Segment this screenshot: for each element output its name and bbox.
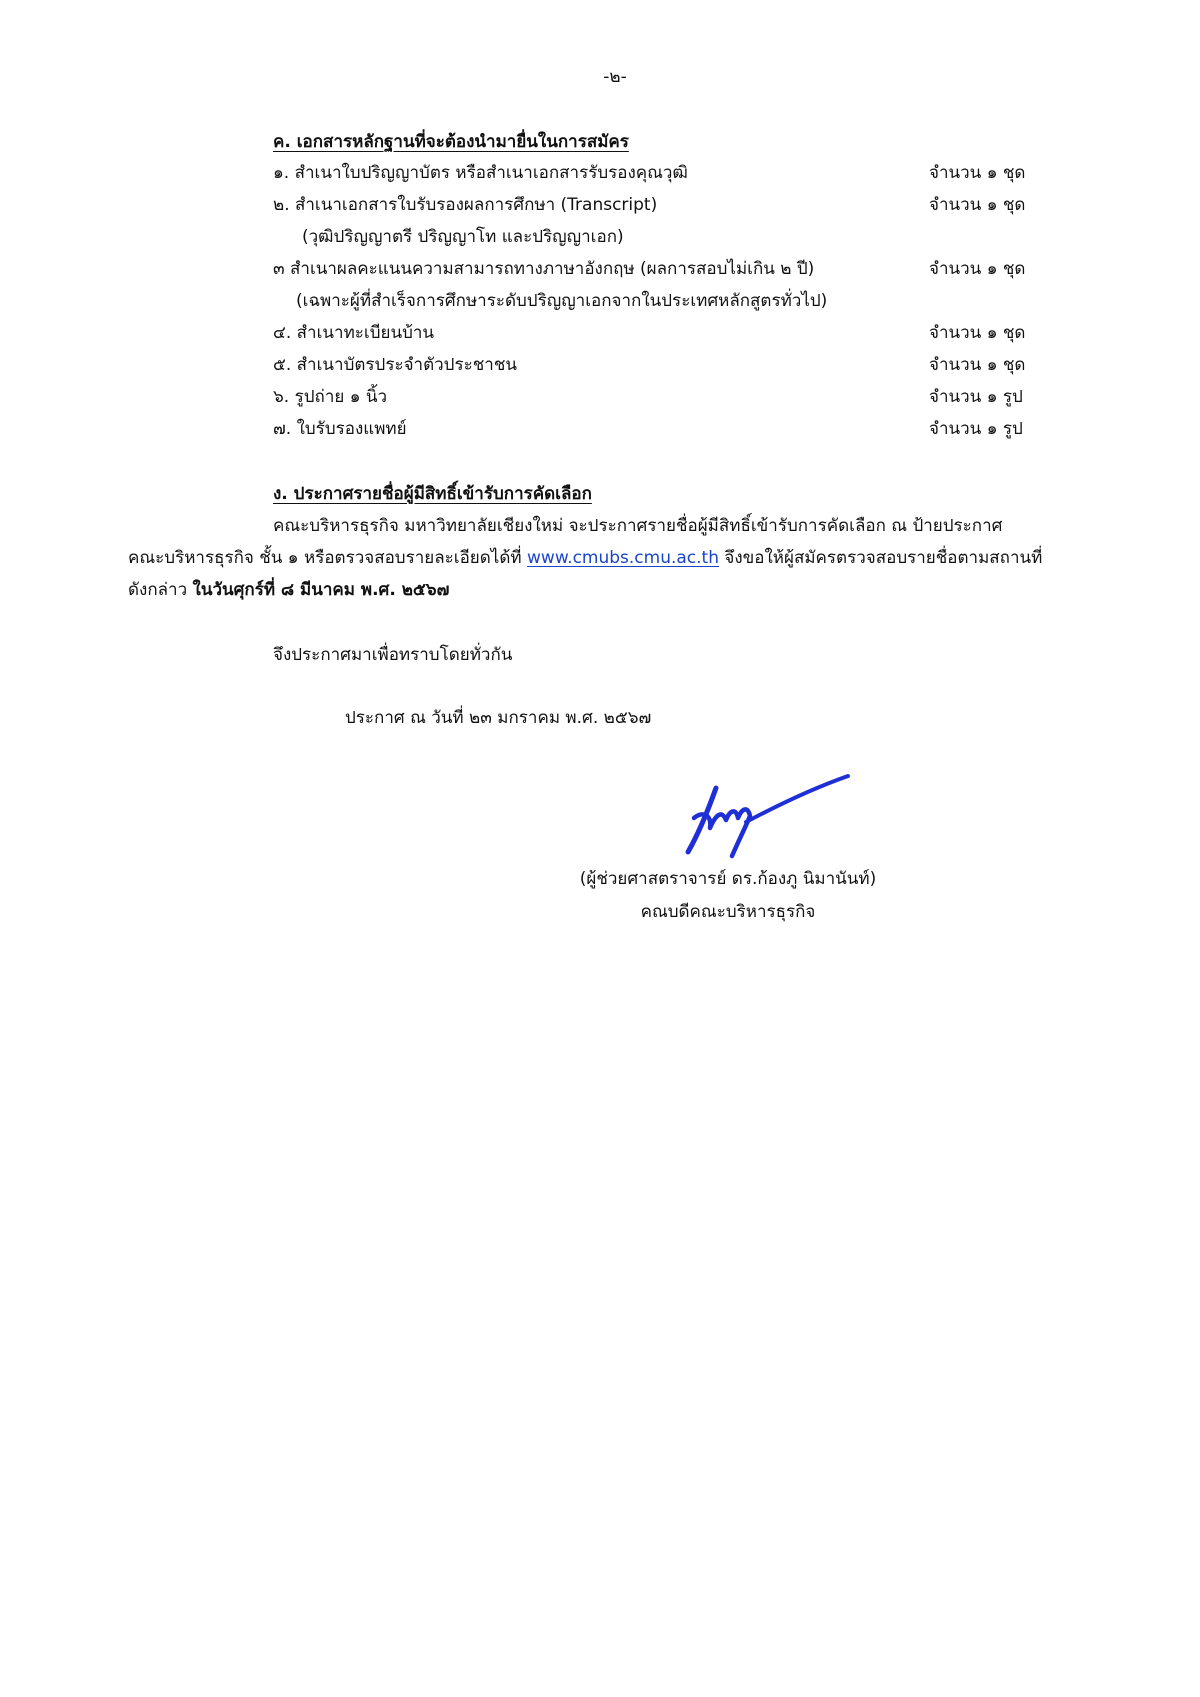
signature-image	[680, 770, 860, 865]
signature-stroke-2	[694, 809, 750, 856]
doc-item-3-note: (เฉพาะผู้ที่สำเร็จการศึกษาระดับปริญญาเอกจากในประเทศหลักสูตรทั่วไป)	[296, 291, 828, 311]
signature-stroke-3	[746, 776, 848, 822]
doc-item-5-qty: จำนวน ๑ ชุด	[929, 355, 1026, 375]
doc-item-2: ๒. สำเนาเอกสารใบรับรองผลการศึกษา (Transcript)	[273, 195, 658, 215]
page-number: -๒-	[603, 67, 627, 87]
section-d-line-3	[128, 579, 449, 601]
doc-item-3-qty: จำนวน ๑ ชุด	[929, 259, 1026, 279]
website-link[interactable]: www.cmubs.cmu.ac.th	[527, 548, 719, 568]
doc-item-3: ๓ สำเนาผลคะแนนความสามารถทางภาษาอังกฤษ (ผลการสอบไม่เกิน ๒ ปี)	[273, 259, 815, 279]
signer-name: (ผู้ช่วยศาสตราจารย์ ดร.ก้องภู นิมานันท์)	[579, 869, 877, 889]
doc-item-4-qty: จำนวน ๑ ชุด	[929, 323, 1026, 343]
section-d-line-1: คณะบริหารธุรกิจ มหาวิทยาลัยเชียงใหม่ จะประกาศรายชื่อผู้มีสิทธิ์เข้ารับการคัดเลือก ณ ป้ายประกาศ	[273, 516, 1003, 536]
announcement-date: ประกาศ ณ วันที่ ๒๓ มกราคม พ.ศ. ๒๕๖๗	[345, 708, 652, 728]
doc-item-7-qty: จำนวน ๑ รูป	[929, 419, 1023, 439]
doc-item-1-qty: จำนวน ๑ ชุด	[929, 163, 1026, 183]
doc-item-2-qty: จำนวน ๑ ชุด	[929, 195, 1026, 215]
doc-item-6: ๖. รูปถ่าย ๑ นิ้ว	[273, 387, 388, 407]
section-d-line-2	[128, 547, 1042, 569]
section-c-heading: ค. เอกสารหลักฐานที่จะต้องนำมายื่นในการสมัคร	[273, 132, 629, 152]
doc-item-6-qty: จำนวน ๑ รูป	[929, 387, 1023, 407]
doc-item-7: ๗. ใบรับรองแพทย์	[273, 419, 407, 439]
announcement-date-emphasis: ในวันศุกร์ที่ ๘ มีนาคม พ.ศ. ๒๕๖๗	[192, 580, 450, 600]
doc-item-5: ๕. สำเนาบัตรประจำตัวประชาชน	[273, 355, 517, 375]
doc-item-1: ๑. สำเนาใบปริญญาบัตร หรือสำเนาเอกสารรับรองคุณวุฒิ	[273, 163, 688, 183]
section-d-line-2-start: คณะบริหารธุรกิจ ชั้น ๑ หรือตรวจสอบรายละเอียดได้ที่	[128, 548, 528, 568]
section-d-heading: ง. ประกาศรายชื่อผู้มีสิทธิ์เข้ารับการคัดเลือก	[273, 484, 592, 504]
section-d-line-2-end: จึงขอให้ผู้สมัครตรวจสอบรายชื่อตามสถานที่	[719, 548, 1043, 568]
signer-title: คณบดีคณะบริหารธุรกิจ	[640, 902, 816, 922]
doc-item-4: ๔. สำเนาทะเบียนบ้าน	[273, 323, 435, 343]
closing-statement: จึงประกาศมาเพื่อทราบโดยทั่วกัน	[273, 645, 513, 665]
section-d-line-3-start: ดังกล่าว	[128, 580, 193, 600]
doc-item-2-note: (วุฒิปริญญาตรี ปริญญาโท และปริญญาเอก)	[302, 227, 624, 247]
